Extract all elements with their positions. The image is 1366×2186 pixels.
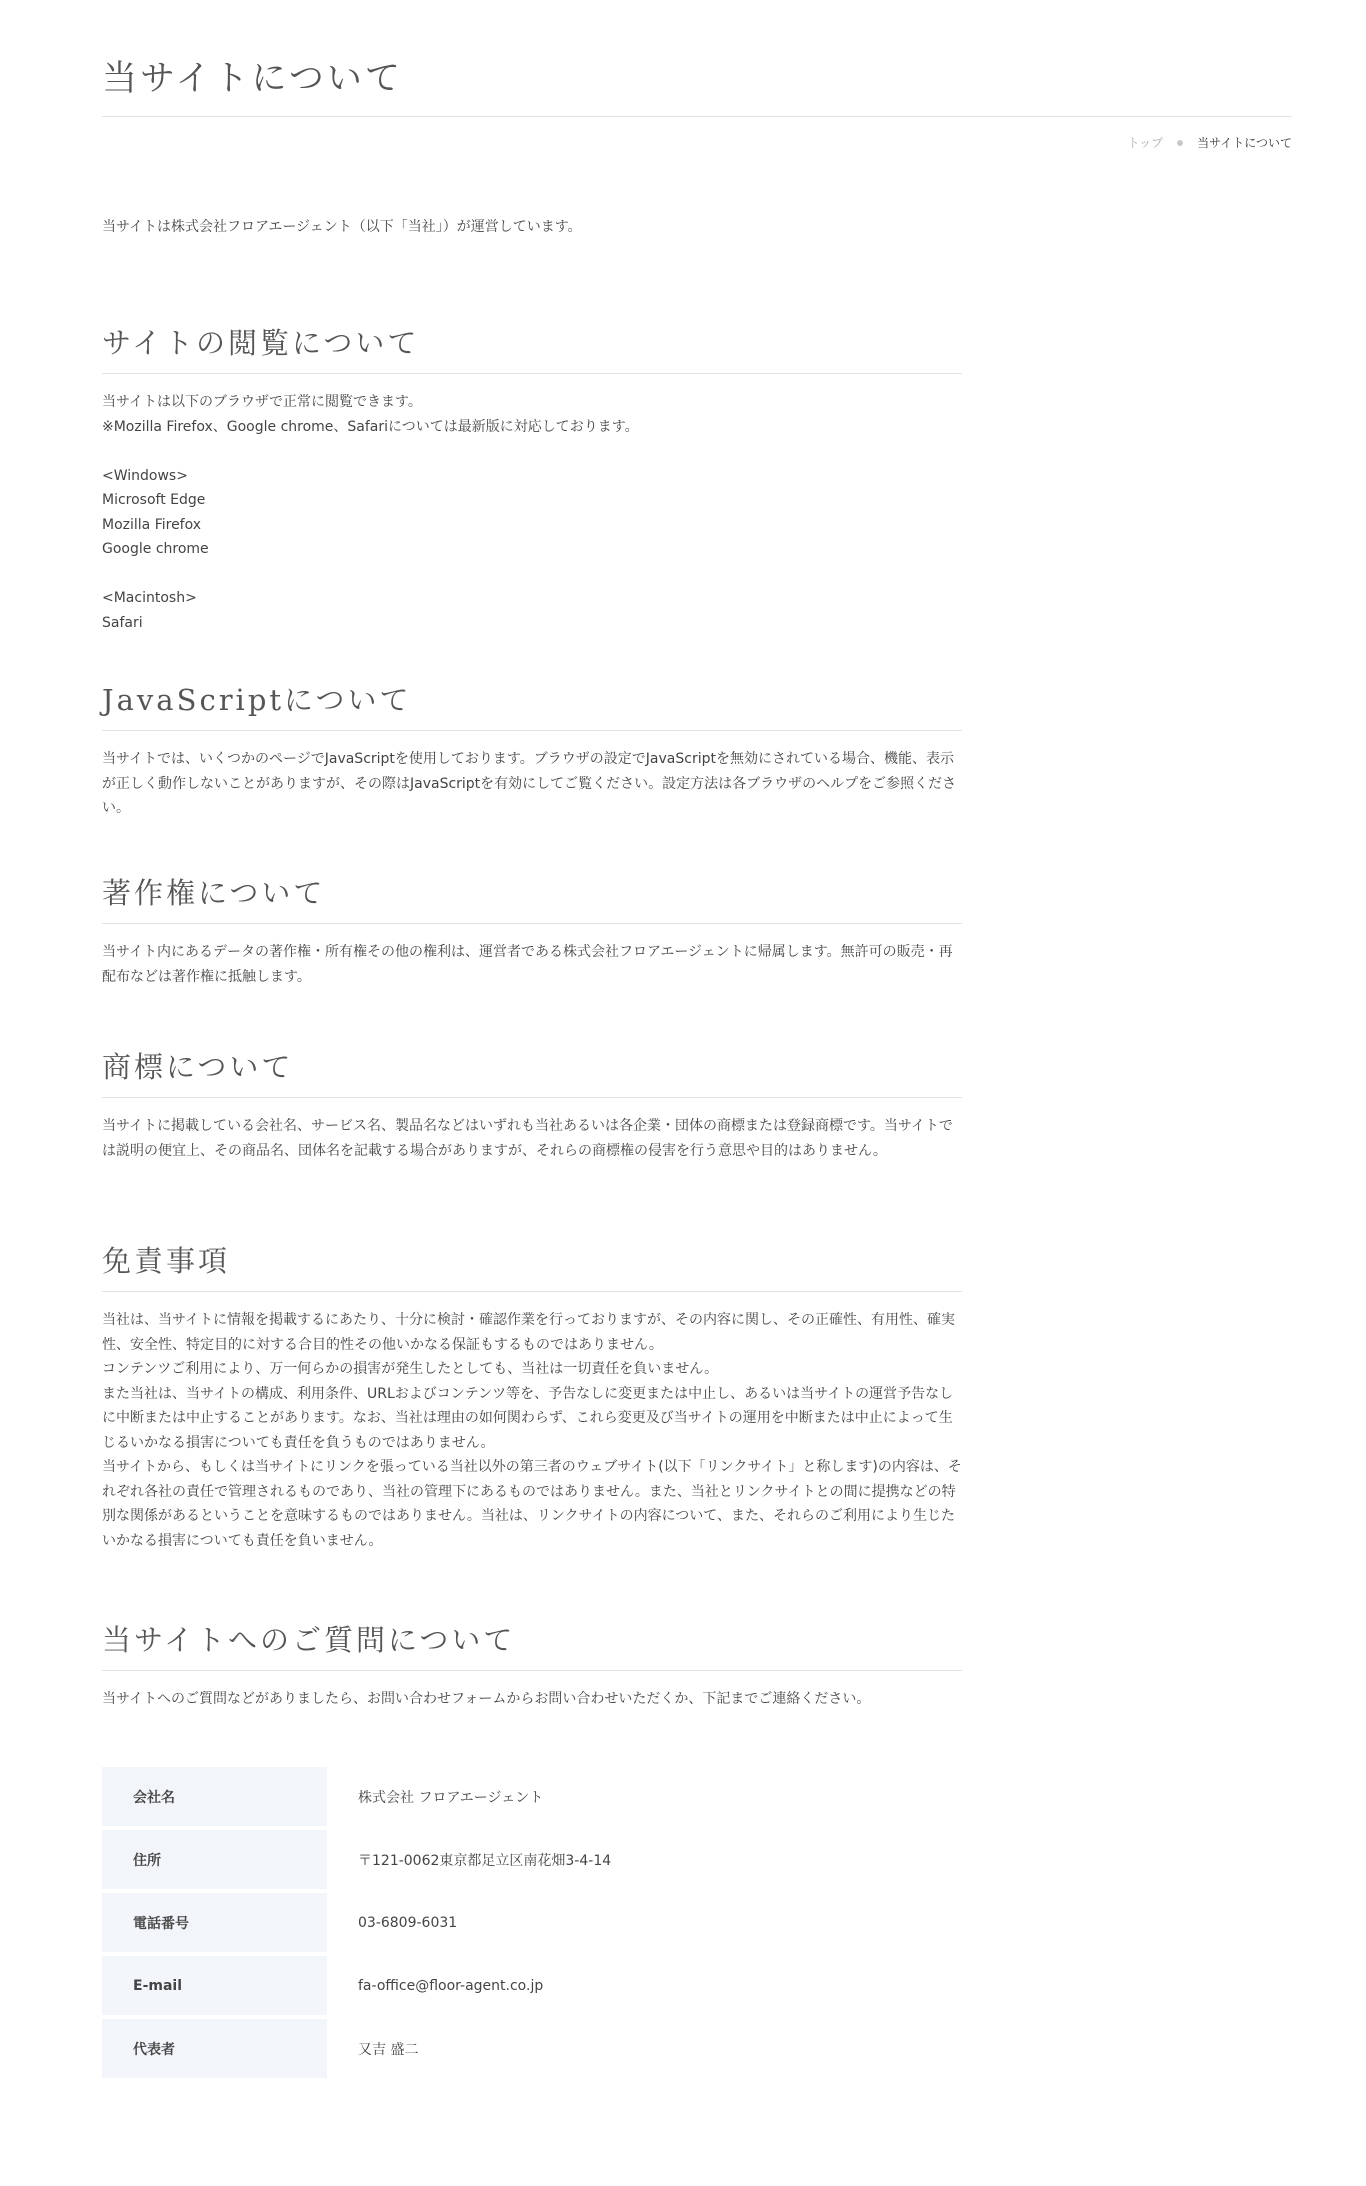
row-value: fa-office@floor-agent.co.jp: [358, 1977, 544, 1994]
section-title: 著作権について: [102, 873, 962, 924]
list-item: Safari: [102, 614, 143, 631]
disclaimer-paragraph-4: 当サイトから、もしくは当サイトにリンクを張っている当社以外の第三者のウェブサイト(以下「リンクサイト」と称します)の内容は、それぞれ各社の責任で管理されるものであり、当社の管理下にあるものではありません。また、当社とリンクサイトとの間に提携などの特別な関係があるということを意味するものではありません。当社は、リンクサイトの内容について、また、それらのご利用により生じたいかなる損害についても責任を負いません。: [102, 1459, 962, 1549]
company-info-table: [102, 1767, 962, 2082]
section-body: [102, 1114, 962, 1163]
row-value: 株式会社 フロアエージェント: [358, 1789, 544, 1806]
page-header: [102, 56, 1292, 117]
section-body: [102, 747, 962, 821]
table-row: [102, 1956, 962, 2015]
spacer: [102, 562, 962, 587]
section-javascript: [102, 680, 962, 821]
section-body: [102, 390, 962, 635]
browser-line-1: 当サイトは以下のブラウザで正常に閲覧できます。: [102, 394, 422, 410]
section-copyright: [102, 873, 962, 989]
section-title: 商標について: [102, 1047, 962, 1098]
section-title: サイトの閲覧について: [102, 323, 962, 374]
mac-heading: <Macintosh>: [102, 590, 197, 606]
list-item: Microsoft Edge: [102, 492, 206, 508]
section-title: JavaScriptについて: [102, 680, 962, 731]
contact-text: 当サイトへのご質問などがありましたら、お問い合わせフォームからお問い合わせいただくか、下記までご連絡ください。: [102, 1691, 871, 1707]
intro-text: 当サイトは株式会社フロアエージェント（以下「当社」）が運営しています。: [102, 219, 582, 235]
section-browser: [102, 323, 962, 635]
section-trademark: [102, 1047, 962, 1163]
windows-heading: <Windows>: [102, 467, 188, 484]
row-label: 会社名: [102, 1767, 327, 1826]
row-label: E-mail: [102, 1956, 327, 2015]
section-body: [102, 940, 962, 989]
page-title: 当サイトについて: [102, 59, 403, 99]
section-disclaimer: [102, 1241, 962, 1553]
browser-line-2: ※Mozilla Firefox、Google chrome、Safariについては最新版に対応しております。: [102, 418, 639, 435]
disclaimer-paragraph-2: コンテンツご利用により、万一何らかの損害が発生したとしても、当社は一切責任を負いません。: [102, 1361, 719, 1377]
breadcrumb-separator-dot-icon: [1177, 140, 1183, 146]
section-body: [102, 1308, 962, 1553]
table-row: [102, 1830, 962, 1889]
breadcrumb-current: 当サイトについて: [1197, 136, 1292, 150]
row-label: 住所: [102, 1830, 327, 1889]
section-title: 当サイトへのご質問について: [102, 1620, 962, 1671]
trademark-text: 当サイトに掲載している会社名、サービス名、製品名などはいずれも当社あるいは各企業・団体の商標または登録商標です。当サイトでは説明の便宜上、その商品名、団体名を記載する場合がありますが、それらの商標権の侵害を行う意思や目的はありません。: [102, 1118, 953, 1159]
mac-browser-list: [102, 611, 962, 636]
breadcrumb-home-link[interactable]: トップ: [1127, 136, 1164, 150]
spacer: [102, 439, 962, 464]
section-title: 免責事項: [102, 1241, 962, 1292]
row-label: 代表者: [102, 2019, 327, 2078]
section-body: [102, 1687, 962, 1712]
copyright-text: 当サイト内にあるデータの著作権・所有権その他の権利は、運営者である株式会社フロアエージェントに帰属します。無許可の販売・再配布などは著作権に抵触します。: [102, 944, 953, 985]
table-row: [102, 2019, 962, 2078]
list-item: Google chrome: [102, 541, 209, 557]
javascript-text: 当サイトでは、いくつかのページでJavaScriptを使用しております。ブラウザの設定でJavaScriptを無効にされている場合、機能、表示が正しく動作しないことがありますが、その際はJavaScriptを有効にしてご覧ください。設定方法は各ブラウザのヘルプをご参照ください。: [102, 751, 957, 816]
row-label: 電話番号: [102, 1893, 327, 1952]
list-item: Mozilla Firefox: [102, 516, 202, 533]
windows-browser-list: [102, 488, 962, 562]
section-contact: [102, 1620, 962, 1712]
disclaimer-paragraph-1: 当社は、当サイトに情報を掲載するにあたり、十分に検討・確認作業を行っておりますが、その内容に関し、その正確性、有用性、確実性、安全性、特定目的に対する合目的性その他いかなる保証もするものではありません。: [102, 1312, 956, 1353]
row-value: 又吉 盛二: [358, 2041, 419, 2058]
table-row: [102, 1893, 962, 1952]
disclaimer-paragraph-3: また当社は、当サイトの構成、利用条件、URLおよびコンテンツ等を、予告なしに変更または中止し、あるいは当サイトの運営予告なしに中断または中止することがあります。なお、当社は理由の如何関わらず、これら変更及び当サイトの運用を中断または中止によって生じるいかなる損害についても責任を負うものではありません。: [102, 1385, 954, 1451]
row-value: 〒121-0062東京都足立区南花畑3-4-14: [358, 1852, 612, 1869]
table-row: [102, 1767, 962, 1826]
row-value: 03-6809-6031: [358, 1914, 458, 1931]
breadcrumb: [1127, 134, 1292, 151]
